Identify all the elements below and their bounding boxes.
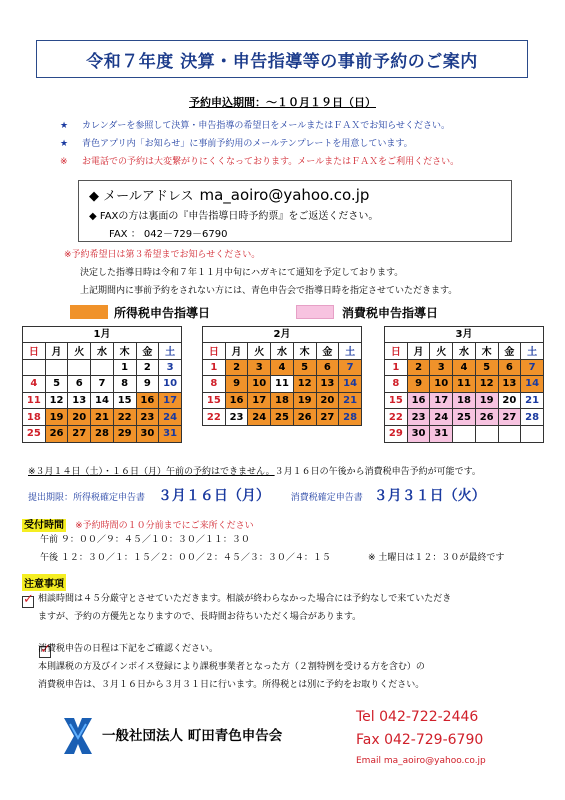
legend-consumption-swatch [296, 305, 334, 319]
march-note-rest: ３月１６日の午後から消費税申告予約が可能です。 [274, 467, 481, 477]
check-icon [22, 596, 34, 608]
weekday-header: 金 [316, 343, 339, 360]
weekday-header: 日 [385, 343, 408, 360]
calendar-day: 25 [23, 425, 46, 442]
calendar-day: 2 [407, 359, 430, 376]
note-3 [60, 154, 459, 167]
calendar-day: 22 [203, 409, 226, 426]
calendar-day: 15 [203, 392, 226, 409]
calendar-day: 8 [203, 376, 226, 393]
third-choice-note: ※予約希望日は第３希望までお知らせください。 [64, 250, 261, 260]
calendar-day: 2 [225, 359, 248, 376]
weekday-header: 月 [225, 343, 248, 360]
calendar-day: 23 [407, 409, 430, 426]
calendar-day: 19 [293, 392, 316, 409]
weekday-header: 日 [203, 343, 226, 360]
note-2-text: 青色アプリ内「お知らせ」に事前予約用のメールテンプレートを用意しています。 [82, 139, 413, 149]
star-icon: ★ [60, 121, 69, 131]
weekday-header: 火 [248, 343, 271, 360]
weekday-header: 金 [136, 343, 159, 360]
weekday-header: 水 [91, 343, 114, 360]
calendar-day: 6 [68, 376, 91, 393]
star-icon: ★ [60, 139, 69, 149]
calendar-day: 6 [498, 359, 521, 376]
asterisk-mark: ※ [60, 157, 68, 167]
calendar-day: 23 [225, 409, 248, 426]
note-3-text: お電話での予約は大変繋がりにくくなっております。メールまたはＦＡＸをご利用ください。 [82, 157, 460, 167]
legend-income-label: 所得税申告指導日 [114, 306, 211, 320]
organization-logo-icon [58, 714, 96, 756]
organization-name: 一般社団法人 町田青色申告会 [102, 728, 283, 744]
calendar-day: 17 [248, 392, 271, 409]
caution-label: 注意事項 [22, 574, 66, 591]
note-1-text: カレンダーを参照して決算・申告指導の希望日をメールまたはＦＡＸでお知らせください。 [82, 121, 450, 131]
march-note-underlined: ※３月１４日（土）・１６日（月）午前の予約はできません。 [28, 467, 275, 477]
calendar-day: 29 [385, 425, 408, 442]
calendar-grid [202, 342, 362, 426]
calendar-day: 7 [521, 359, 544, 376]
calendar-day: 15 [113, 392, 136, 409]
calendar-day [475, 425, 498, 442]
weekday-header: 水 [453, 343, 476, 360]
calendar-day [521, 425, 544, 442]
note-2 [60, 136, 413, 149]
calendar-day: 6 [316, 359, 339, 376]
calendar-day: 14 [339, 376, 362, 393]
deadline-consumption-label: 消費税確定申告書 [290, 493, 363, 503]
calendar-day: 17 [430, 392, 453, 409]
calendar-day: 20 [68, 409, 91, 426]
calendar-march [384, 326, 544, 443]
calendar-day: 11 [271, 376, 294, 393]
calendar-grid [384, 342, 544, 443]
calendar-day [23, 359, 46, 376]
reception-header [22, 513, 254, 532]
calendar-day: 24 [430, 409, 453, 426]
reservation-period-text: 予約申込期間：～１０月１９日（日） [189, 96, 376, 109]
calendar-february [202, 326, 362, 426]
caution-item2-line2: 本則課税の方及びインボイス登録により課税事業者となった方（２割特例を受ける方を含む）の [38, 662, 425, 672]
calendar-day: 15 [385, 392, 408, 409]
weekday-header: 火 [68, 343, 91, 360]
calendar-day: 8 [385, 376, 408, 393]
calendar-day: 1 [385, 359, 408, 376]
calendar-day: 24 [248, 409, 271, 426]
reception-saturday-note: ※ 土曜日は１２：３０が最終です [368, 553, 505, 563]
calendar-day: 19 [45, 409, 68, 426]
calendar-day: 16 [136, 392, 159, 409]
calendar-day: 5 [475, 359, 498, 376]
calendar-january [22, 326, 182, 443]
calendar-day: 4 [453, 359, 476, 376]
calendar-day: 4 [271, 359, 294, 376]
reservation-period [0, 94, 565, 110]
footer-tel: Tel 042-722-2446 [356, 709, 479, 725]
calendar-day: 28 [521, 409, 544, 426]
calendar-day: 20 [316, 392, 339, 409]
caution-item2-line3: 消費税申告は、３月１６日から３月３１日に行います。所得税とは別に予約をお取りください。 [38, 680, 425, 690]
calendar-day: 27 [316, 409, 339, 426]
calendar-day: 30 [407, 425, 430, 442]
calendar-day: 3 [430, 359, 453, 376]
caution-item1-line1: 相談時間は４５分厳守とさせていただきます。相談が終わらなかった場合には予約なしで来ていただき [38, 594, 452, 604]
calendar-day: 27 [68, 425, 91, 442]
calendar-day: 8 [113, 376, 136, 393]
weekday-header: 土 [521, 343, 544, 360]
reception-note: ※予約時間の１０分前までにご来所ください [75, 521, 254, 531]
calendar-day: 14 [521, 376, 544, 393]
calendar-day: 14 [91, 392, 114, 409]
footer-email[interactable]: Email ma_aoiro@yahoo.co.jp [356, 756, 486, 766]
calendar-day: 21 [91, 409, 114, 426]
notify-line-2: 上記期間内に事前予約をされない方には、青色申告会で指導日時を指定させていただきます。 [80, 286, 458, 296]
calendar-day: 19 [475, 392, 498, 409]
reception-label: 受付時間 [24, 520, 64, 531]
calendar-day: 23 [136, 409, 159, 426]
calendar-day [453, 425, 476, 442]
reception-am: 午前 ９：００／９：４５／１０：３０／１１：３０ [40, 535, 250, 545]
weekday-header: 木 [475, 343, 498, 360]
calendar-day: 18 [453, 392, 476, 409]
calendar-day: 30 [136, 425, 159, 442]
weekday-header: 木 [113, 343, 136, 360]
calendar-day [91, 359, 114, 376]
calendar-day [45, 359, 68, 376]
calendar-day: 21 [521, 392, 544, 409]
calendar-day: 10 [248, 376, 271, 393]
calendar-day: 26 [475, 409, 498, 426]
weekday-header: 土 [159, 343, 182, 360]
calendar-day: 12 [45, 392, 68, 409]
calendar-month-header: 1月 [22, 326, 182, 342]
calendar-month-header: 2月 [202, 326, 362, 342]
calendar-day: 31 [430, 425, 453, 442]
calendar-day: 28 [91, 425, 114, 442]
calendar-day: 18 [271, 392, 294, 409]
calendar-day: 13 [68, 392, 91, 409]
calendar-day: 10 [159, 376, 182, 393]
calendar-day: 10 [430, 376, 453, 393]
deadline-consumption-date: ３月３１日（火） [373, 488, 486, 504]
email-label: ◆ メールアドレス [89, 189, 194, 204]
notify-line-1: 決定した指導日時は令和７年１１月中旬にハガキにて通知を予定しております。 [80, 268, 404, 278]
calendar-day: 5 [45, 376, 68, 393]
calendar-day: 31 [159, 425, 182, 442]
calendar-day: 1 [113, 359, 136, 376]
contact-box [78, 180, 512, 242]
calendar-day: 28 [339, 409, 362, 426]
weekday-header: 土 [339, 343, 362, 360]
calendar-day: 7 [91, 376, 114, 393]
calendar-day: 17 [159, 392, 182, 409]
page-title: 令和７年度 決算・申告指導等の事前予約のご案内 [36, 40, 528, 78]
calendar-day: 11 [23, 392, 46, 409]
calendar-day: 11 [453, 376, 476, 393]
calendar-day: 29 [113, 425, 136, 442]
calendar-day: 18 [23, 409, 46, 426]
march-note [28, 464, 481, 477]
calendar-day: 13 [498, 376, 521, 393]
email-line [89, 185, 511, 204]
calendar-day: 9 [407, 376, 430, 393]
weekday-header: 木 [293, 343, 316, 360]
caution-item2-line1: 消費税申告の日程は下記をご確認ください。 [38, 644, 219, 654]
calendar-day: 25 [271, 409, 294, 426]
calendar-day: 26 [45, 425, 68, 442]
deadline-income-date: ３月１６日（月） [157, 488, 270, 504]
calendar-day: 9 [136, 376, 159, 393]
weekday-header: 金 [498, 343, 521, 360]
calendar-day: 26 [293, 409, 316, 426]
calendar-day: 5 [293, 359, 316, 376]
calendar-day: 21 [339, 392, 362, 409]
calendar-month-header: 3月 [384, 326, 544, 342]
calendar-day: 4 [23, 376, 46, 393]
fax-note: ◆ FAXの方は裏面の『申告指導日時予約票』をご返送ください。 [89, 211, 379, 222]
footer-fax: Fax 042-729-6790 [356, 732, 484, 748]
weekday-header: 月 [45, 343, 68, 360]
calendar-day: 9 [225, 376, 248, 393]
email-address[interactable]: ma_aoiro@yahoo.co.jp [199, 186, 370, 204]
weekday-header: 水 [271, 343, 294, 360]
calendar-day: 3 [248, 359, 271, 376]
weekday-header: 日 [23, 343, 46, 360]
deadline-line [28, 485, 486, 505]
calendar-day [498, 425, 521, 442]
calendar-day: 13 [316, 376, 339, 393]
calendar-day: 25 [453, 409, 476, 426]
calendar-day: 1 [203, 359, 226, 376]
calendar-day: 24 [159, 409, 182, 426]
calendar-day: 3 [159, 359, 182, 376]
calendar-day: 16 [407, 392, 430, 409]
calendar-day: 12 [475, 376, 498, 393]
deadline-income-label: 提出期限：所得税確定申告書 [28, 493, 146, 503]
calendar-day: 22 [113, 409, 136, 426]
calendar-day: 20 [498, 392, 521, 409]
calendar-day: 16 [225, 392, 248, 409]
weekday-header: 月 [407, 343, 430, 360]
calendar-day [68, 359, 91, 376]
reception-pm: 午後 １２：３０／１：１５／２：００／２：４５／３：３０／４：１５ [40, 553, 331, 563]
caution-item1-line2: ますが、予約の方優先となりますので、長時間お待ちいただく場合があります。 [38, 612, 362, 622]
legend-income-swatch [70, 305, 108, 319]
calendar-day: 2 [136, 359, 159, 376]
calendar-day: 27 [498, 409, 521, 426]
note-1 [60, 118, 450, 131]
fax-number: FAX ： 042－729－6790 [109, 229, 228, 240]
calendar-grid [22, 342, 182, 443]
weekday-header: 火 [430, 343, 453, 360]
calendar-day: 12 [293, 376, 316, 393]
calendar-day: 7 [339, 359, 362, 376]
legend-consumption-label: 消費税申告指導日 [342, 306, 439, 320]
calendar-day: 22 [385, 409, 408, 426]
